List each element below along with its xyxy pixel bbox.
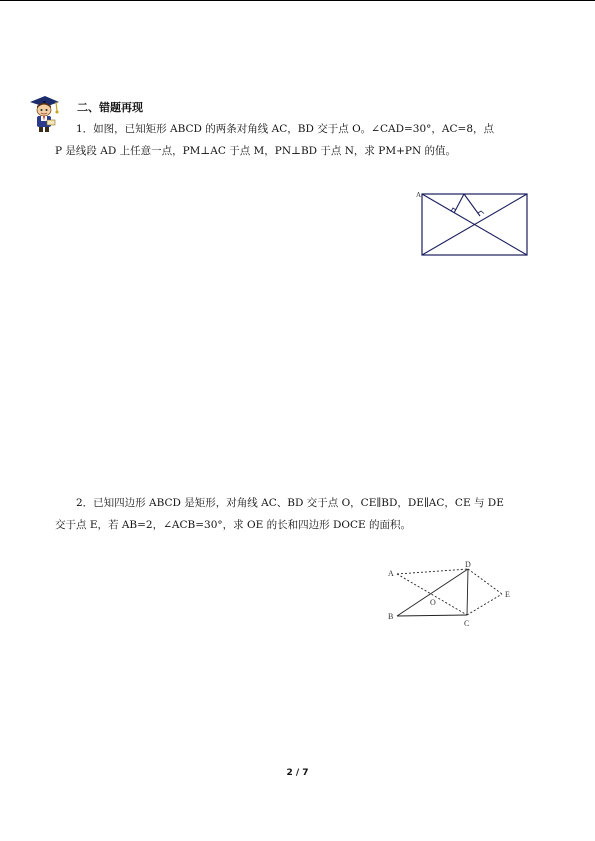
label-c: C (464, 619, 470, 628)
problem1-text-line1: 1．如图，已知矩形 ABCD 的两条对角线 AC，BD 交于点 O。∠CAD=30°，AC=8，点 (76, 123, 495, 135)
problem1-figure (414, 186, 534, 260)
label-o: O (430, 598, 436, 607)
segment-ad (397, 569, 468, 574)
segment-de (468, 569, 502, 594)
label-d: D (465, 560, 471, 569)
student-mascot-icon (28, 94, 60, 134)
page-number: 2 / 7 (286, 768, 309, 778)
right-angle-n (478, 211, 484, 214)
label-e: E (505, 590, 510, 599)
problem1-text-line2: P 是线段 AD 上任意一点，PM⊥AC 于点 M，PN⊥BD 于点 N，求 PM+PN 的值。 (55, 145, 456, 157)
label-a: A (388, 569, 394, 578)
problem2-figure (385, 560, 515, 632)
segment-pn (464, 194, 480, 216)
segment-pm (454, 194, 464, 213)
problem2-text-line1: 2．已知四边形 ABCD 是矩形，对角线 AC、BD 交于点 O，CE∥BD，DE∥AC，CE 与 DE (76, 497, 504, 509)
segment-dc (467, 569, 468, 615)
segment-bc (397, 615, 467, 616)
section-heading: 二、错题再现 (77, 101, 143, 114)
header-rule (0, 0, 595, 1)
segment-ce (467, 594, 502, 615)
label-b: B (388, 612, 394, 621)
problem2-text-line2: 交于点 E，若 AB=2，∠ACB=30°，求 OE 的长和四边形 DOCE 的面积。 (55, 519, 412, 531)
label-a: A (416, 191, 422, 199)
